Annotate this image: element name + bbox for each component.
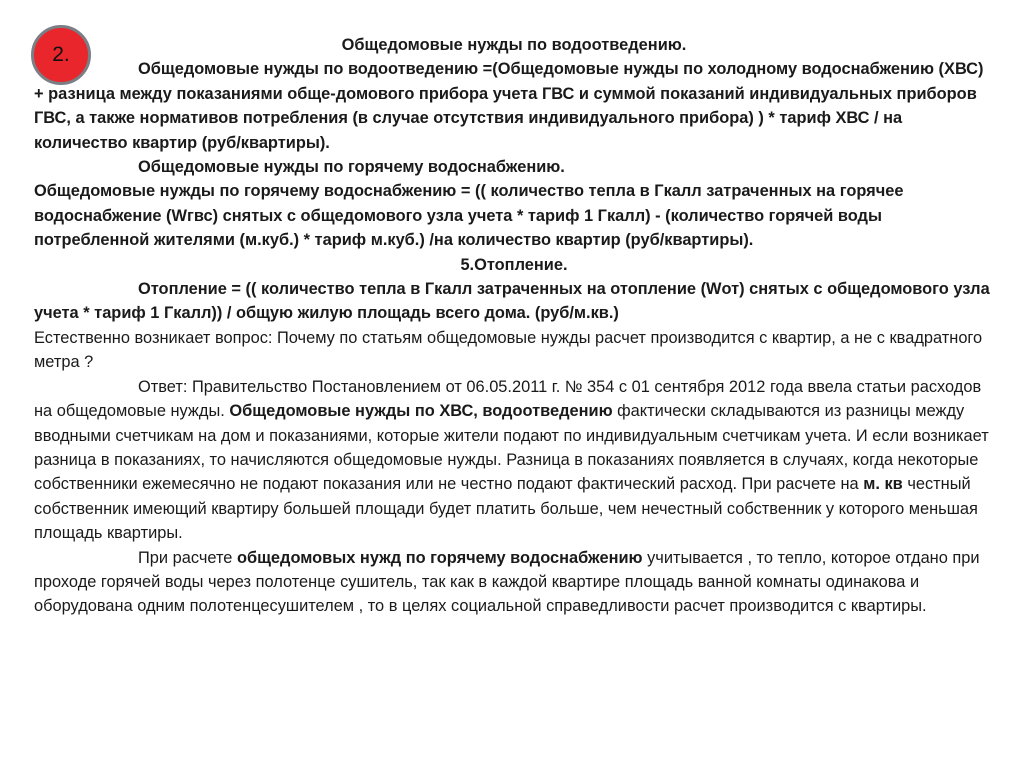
final-bold: общедомовых нужд по горячему водоснабжению <box>236 548 643 567</box>
answer-bold-2: м. кв <box>863 475 903 494</box>
section-title-sewage: Общедомовые нужды по водоотведению. <box>341 36 687 54</box>
final-text-2: учитывается , то тепло, которое отдано при проходе горячей воды через полотенце сушитель, так как в каждой квартире площадь ванной комнаты одинакова и оборудована одним полотенцесушителем , то в целях социальной справедливости расчет производится с квартиры. <box>34 548 980 616</box>
slide-number: 2. <box>52 43 70 66</box>
section-title-hot-water: Общедомовые нужды по горячему водоснабжению. <box>138 158 565 177</box>
question-paragraph: Естественно возникает вопрос: Почему по статьям общедомовые нужды расчет производится с квартир, а не с квадратного метра ? <box>34 328 983 372</box>
formula-sewage: Общедомовые нужды по водоотведению =(Общедомовые нужды по холодному водоснабжению (ХВС) + разница между показаниями обще-домового прибора учета ГВС и суммой показаний индивидуальных приборов ГВС, а также нормативов потребления (в случае отсутствия индивидуального прибора) ) * тариф ХВС / на количество квартир (руб/квартиры). <box>34 60 984 152</box>
final-text-1: При расчете <box>138 548 233 567</box>
answer-bold-1: Общедомовые нужды по ХВС, водоотведению <box>229 402 613 421</box>
slide-content <box>34 33 994 619</box>
answer-text-2: фактически складываются из разницы между вводными счетчикам на дом и показаниями, которые жители подают по индивидуальным счетчикам учета. И если возникает разница в показаниях, то начисляются общедомовые нужды. Разница в показаниях появляется в случаях, когда некоторые собственники ежемесячно не подают показания или не честно подают фактический расход. При расчете на <box>34 402 989 494</box>
formula-hot-water: Общедомовые нужды по горячему водоснабжению = (( количество тепла в Гкалл затраченных на горячее водоснабжение (Wгвс) снятых с общедомового узла учета * тариф 1 Гкалл) - (количество горячей воды потребленной жителями (м.куб.) * тариф м.куб.) /на количество квартир (руб/квартиры). <box>34 182 904 250</box>
answer-text-1: Ответ: Правительство Постановлением от 06.05.2011 г. № 354 с 01 сентября 2012 года ввела статьи расходов на общедомовые нужды. <box>34 377 982 421</box>
formula-heating: Отопление = (( количество тепла в Гкалл затраченных на отопление (Wот) снятых с общедомового узла учета * тариф 1 Гкалл)) / общую жилую площадь всего дома. (руб/м.кв.) <box>34 280 990 323</box>
section-title-heating: 5.Отопление. <box>460 255 568 274</box>
answer-paragraph <box>34 375 994 546</box>
answer-text-3: честный собственник имеющий квартиру большей площади будет платить больше, чем нечестный собственник у которого меньшая площадь квартиры. <box>34 475 978 543</box>
final-paragraph <box>34 546 994 619</box>
